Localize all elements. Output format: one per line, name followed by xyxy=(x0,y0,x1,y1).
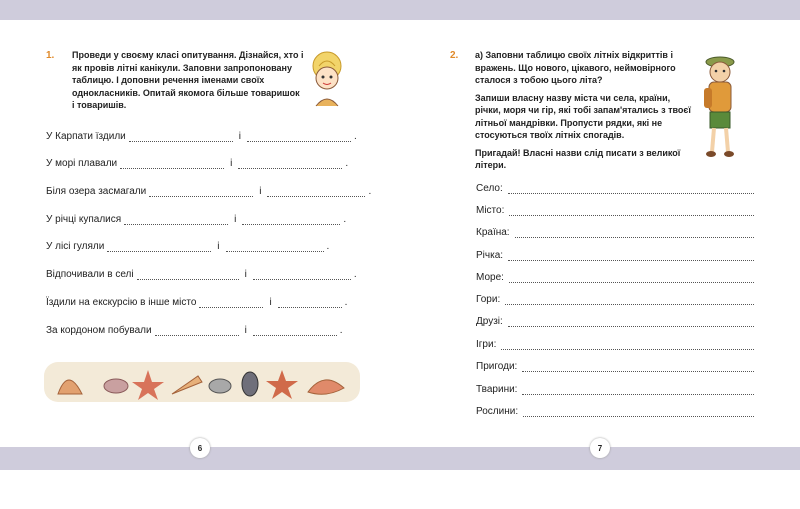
task-2-instruction xyxy=(475,49,693,177)
answer-line[interactable] xyxy=(508,184,754,194)
field-label: Море: xyxy=(476,272,504,283)
bottom-band xyxy=(0,447,800,470)
field-label: Країна: xyxy=(476,227,510,238)
field-label: Гори: xyxy=(476,294,501,305)
sentence-row xyxy=(46,325,343,336)
field-row-plants xyxy=(476,406,754,417)
instruction-a: а) Заповни таблицю своїх літніх відкриттів і вражень. Що нового, цікавого, неймовірного сталося з тобою цього літа? xyxy=(475,50,676,85)
field-label: Тварини: xyxy=(476,384,518,395)
field-row-adventures xyxy=(476,361,754,372)
answer-line[interactable] xyxy=(107,242,211,252)
sentence-label: У морі плавали xyxy=(46,158,118,169)
field-label: Місто: xyxy=(476,205,505,216)
field-row-river xyxy=(476,250,754,261)
answer-line[interactable] xyxy=(124,215,228,225)
answer-line[interactable] xyxy=(523,407,754,417)
answer-line[interactable] xyxy=(515,228,754,238)
conjunction: і xyxy=(230,158,233,169)
end-mark: . xyxy=(343,214,347,225)
sentence-label: У Карпати їздили xyxy=(46,131,126,142)
end-mark: . xyxy=(353,269,357,280)
field-label: Друзі: xyxy=(476,316,503,327)
sentence-label: За кордоном побували xyxy=(46,325,152,336)
top-band xyxy=(0,0,800,20)
sentence-label: Біля озера засмагали xyxy=(46,186,147,197)
task-1-instruction: Проведи у своєму класі опитування. Дізнайся, хто і як провів літні канікули. Заповни запропоновану таблицю. І доповни речення іменами своїх однокласників. Опитай якомога більше товаришок і товаришів. xyxy=(72,50,304,110)
answer-line[interactable] xyxy=(137,270,239,280)
answer-line[interactable] xyxy=(508,317,754,327)
conjunction: і xyxy=(234,214,237,225)
answer-line[interactable] xyxy=(522,385,754,395)
sentence-row xyxy=(46,131,357,142)
field-row-mountains xyxy=(476,294,754,305)
field-row-city xyxy=(476,205,754,216)
conjunction: і xyxy=(244,325,247,336)
sentence-row xyxy=(46,158,348,169)
end-mark: . xyxy=(354,131,357,142)
sentence-row xyxy=(46,186,371,197)
conjunction: і xyxy=(217,241,220,252)
answer-line[interactable] xyxy=(242,215,340,225)
sentence-row xyxy=(46,241,329,252)
end-mark: . xyxy=(345,158,349,169)
sentence-row xyxy=(46,214,346,225)
answer-line[interactable] xyxy=(522,362,754,372)
instruction-b: Запиши власну назву міста чи села, країни, річки, моря чи гір, які тобі запам'ятались з твоєї літньої мандрівки. Пропусти рядки, які не стосуються твоїх літніх спогадів. xyxy=(475,92,691,140)
sentence-label: Їздили на екскурсію в інше місто xyxy=(46,297,197,308)
page-number-right: 7 xyxy=(590,438,610,458)
sentence-row xyxy=(46,269,357,280)
sentence-row xyxy=(46,297,347,308)
sentence-label: У лісі гуляли xyxy=(46,241,105,252)
field-label: Пригоди: xyxy=(476,361,518,372)
task-number-1: 1. xyxy=(46,50,55,61)
boy-traveler-icon xyxy=(696,54,746,160)
end-mark: . xyxy=(344,297,348,308)
answer-line[interactable] xyxy=(501,340,754,350)
conjunction: і xyxy=(269,297,272,308)
field-row-sea xyxy=(476,272,754,283)
field-row-games xyxy=(476,339,754,350)
sentence-label: У річці купалися xyxy=(46,214,122,225)
answer-line[interactable] xyxy=(149,187,253,197)
field-label: Село: xyxy=(476,183,503,194)
answer-line[interactable] xyxy=(509,206,754,216)
field-label: Річка: xyxy=(476,250,504,261)
answer-line[interactable] xyxy=(199,298,263,308)
sentence-label: Відпочивали в селі xyxy=(46,269,134,280)
field-label: Ігри: xyxy=(476,339,497,350)
answer-line[interactable] xyxy=(505,295,754,305)
end-mark: . xyxy=(326,241,330,252)
conjunction: і xyxy=(238,131,241,142)
reminder: Пригадай! Власні назви слід писати з великої літери. xyxy=(475,147,681,170)
answer-line[interactable] xyxy=(253,326,337,336)
answer-line[interactable] xyxy=(253,270,351,280)
answer-line[interactable] xyxy=(120,159,224,169)
seashells-strip-icon xyxy=(44,362,360,402)
field-row-animals xyxy=(476,384,754,395)
task-number-2: 2. xyxy=(450,50,459,61)
answer-line[interactable] xyxy=(267,187,365,197)
field-row-friends xyxy=(476,316,754,327)
conjunction: і xyxy=(259,186,262,197)
answer-line[interactable] xyxy=(155,326,239,336)
answer-line[interactable] xyxy=(129,132,233,142)
end-mark: . xyxy=(368,186,372,197)
answer-line[interactable] xyxy=(247,132,351,142)
field-row-country xyxy=(476,227,754,238)
answer-line[interactable] xyxy=(278,298,342,308)
answer-line[interactable] xyxy=(226,242,324,252)
end-mark: . xyxy=(339,325,343,336)
field-row-village xyxy=(476,183,754,194)
conjunction: і xyxy=(244,269,247,280)
field-label: Рослини: xyxy=(476,406,519,417)
answer-line[interactable] xyxy=(509,273,754,283)
girl-portrait-icon xyxy=(304,46,350,108)
answer-line[interactable] xyxy=(508,251,754,261)
page-number-left: 6 xyxy=(190,438,210,458)
answer-line[interactable] xyxy=(238,159,342,169)
